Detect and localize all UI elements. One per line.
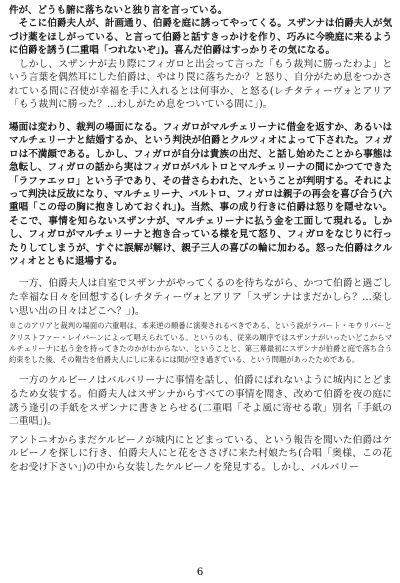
paragraph-count-anger: しかし、スザンナが去り際にフィガロと出会って言った「もう裁判に勝ったわよ」という言葉を偶然耳にした伯爵は、やはり罠に落ちたか？と怒り、自分がため息をつかされている間に召使が幸福を手に入れるとは何事か、と怒る(レチタティーヴォとアリア「もう裁判に勝った？…わしがため息をついている間に」)。 — [9, 58, 392, 111]
spacer — [9, 365, 392, 374]
spacer — [9, 112, 392, 121]
spacer — [9, 268, 392, 277]
page-number: 6 — [196, 567, 204, 578]
paragraph-trial-scene: 場面は変わり、裁判の場面になる。フィガロがマルチェリーナに借金を返すか、あるいはマルチェリーナと結婚するか、という判決が伯爵とクルツィオによって下された。フィガロは不満顔である。しかし、フィガロが自分は貴族の出だ、と話し始めたことから事態は急転し、フィガロの話から実はフィガロがバルトロとマルチェリーナの間にかつてできた「ラファエッロ」という子であり、その昔さらわれた、ということが判明する。それによって判決は反故になり、マルチェリーナ、バルトロ、フィガロは親子の再会を喜び合う(六重唱「この母の胸に抱きしめておくれ」)。当然、事の成り行きに伯爵は怒りを隠せない。そこで、事情を知らないスザンナが、マルチェリーナに払う金を工面して現れる。しかし、フィガロがマルチェリーナと抱き合っている様を見て怒り、フィガロをなじりに行ったりしてしまうが、すぐに誤解が解け、親子三人の喜びの輪に加わる。怒った伯爵はクルツィオとともに退場する。 — [9, 122, 392, 268]
paragraph-cherubino-disguise: 一方のケルビーノはバルバリーナに事情を話し、伯爵にばれないように城内にとどまるため女装する。伯爵夫人はスザンナからすべての事情を聞き、改めて伯爵を夜の庭に誘う逢引の手紙をスザンナに書きとらせる(二重唱「そよ風に寄せる歌」別名「手紙の二重唱」)。 — [9, 375, 392, 428]
footnote-aria-order: ※このアリアと裁判の場面の六重唱は、本来逆の順番に演奏されるべきである、という説がラバート・モウリバーとクリストファー・レイバーンによって唱えられている。というのも、従来の順序ではスザンナがいったいどこからマルチェリーナに払う金を持ってきたのかがわからない、ということと、第三幕最初にスザンナが伯爵と庭で落ち合う約束をした後、その報告を伯爵夫人にしに来るには間が空き過ぎている、という問題があったためである。 — [9, 321, 392, 365]
paragraph-cherubino-discovered: アントニオからまだケルビーノが城内にとどまっている、という報告を聞いた伯爵はケルビーノを探しに行き、伯爵夫人にと花をささげに来た村娘たち(合唱「奥様、この花をお受け下さい」)の中から女装したケルビーノを発見する。しかし、バルバリー — [9, 434, 392, 473]
paragraph-garden-invitation: 件が、どうも腑に落ちないと独り言を言っている。 そこに伯爵夫人が、計画通り、伯爵を庭に誘ってやってくる。スザンナは伯爵夫人が気づけ薬をほしがっている、と言って伯爵と話すきっかけを作り、巧みに今晩庭に来るように伯爵を誘う(二重唱「つれないぞ」)。喜んだ伯爵はすっかりその気になる。 — [9, 5, 392, 57]
paragraph-countess-aria: 一方、伯爵夫人は自室でスザンナがやってくるのを待ちながら、かつて伯爵と過ごした幸福な日々を回想する(レチタティーヴォとアリア「スザンナはまだかしら？…楽しい思い出の日々はどこへ？」)。 — [9, 278, 392, 317]
